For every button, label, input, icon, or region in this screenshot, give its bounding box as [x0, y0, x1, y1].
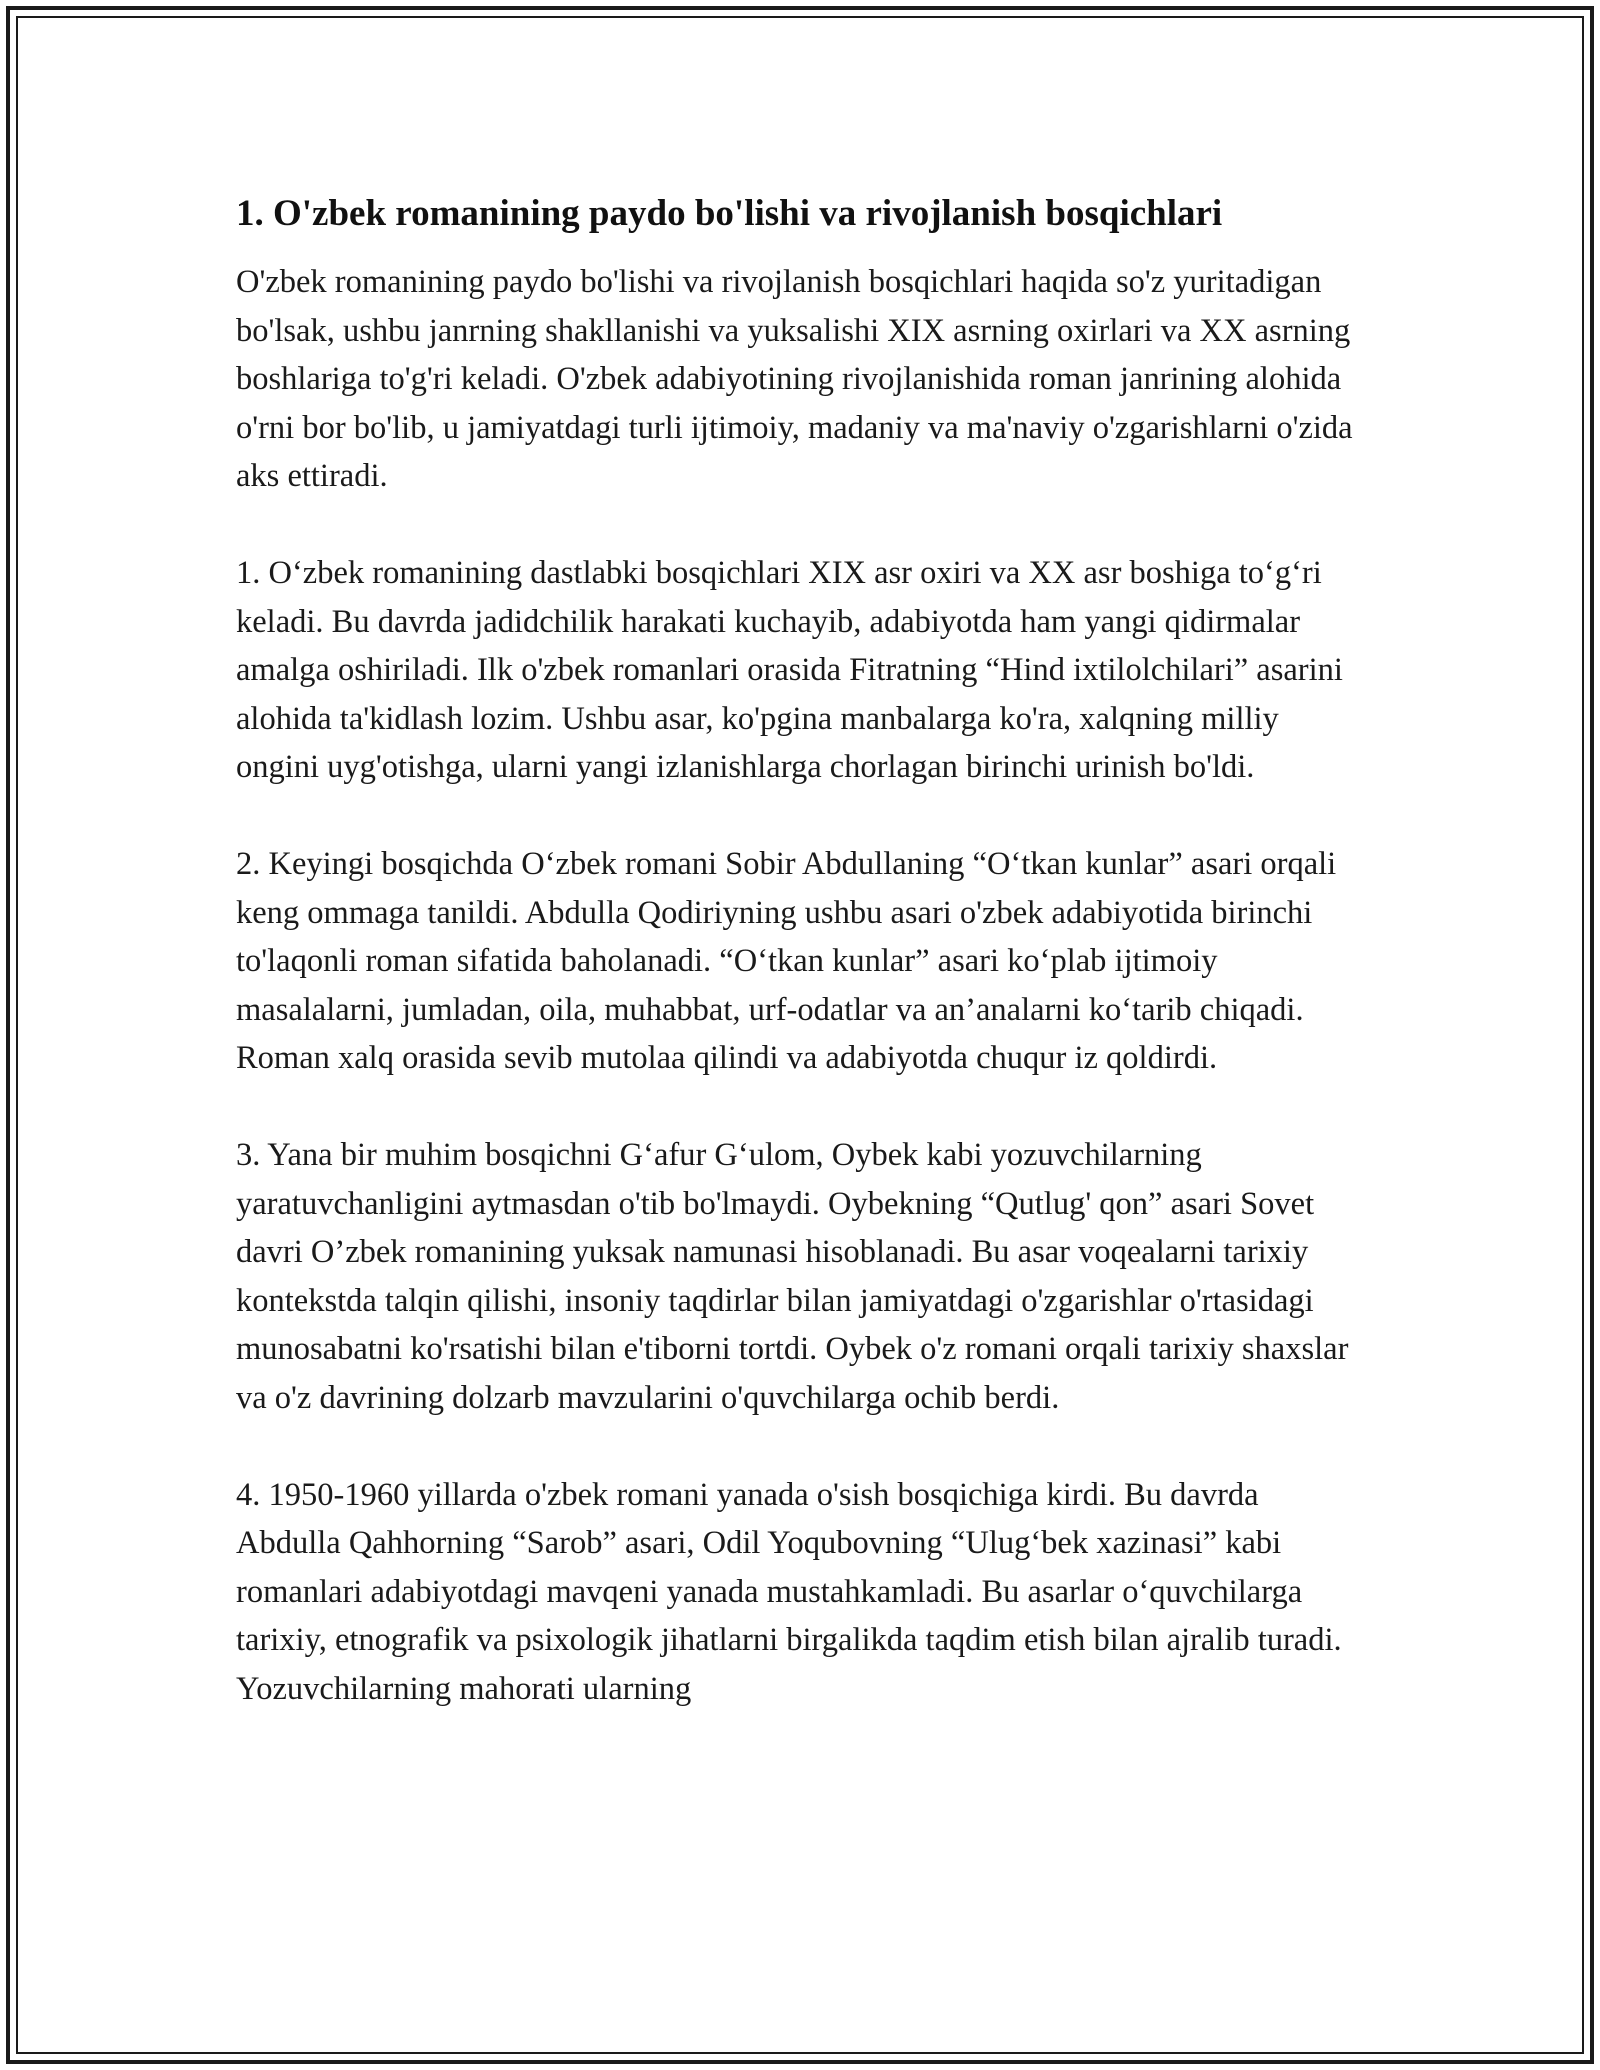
- document-body: [236, 190, 1366, 1713]
- intro-paragraph: O'zbek romanining paydo bo'lishi va rivojlanish bosqichlari haqida so'z yuritadigan bo'lsak, ushbu janrning shakllanishi va yuksalishi XIX asrning oxirlari va XX asrning boshlariga to'g'ri keladi. O'zbek adabiyotining rivojlanishida roman janrining alohida o'rni bor bo'lib, u jamiyatdagi turli ijtimoiy, madaniy va ma'naviy o'zgarishlarni o'zida aks ettiradi.: [236, 264, 1353, 494]
- paragraph-4: 4. 1950-1960 yillarda o'zbek romani yanada o'sish bosqichiga kirdi. Bu davrda Abdulla Qahhorning “Sarob” asari, Odil Yoqubovning “Ulug‘bek xazinasi” kabi romanlari adabiyotdagi mavqeni yanada mustahkamladi. Bu asarlar o‘quvchilarga tarixiy, etnografik va psixologik jihatlarni birgalikda taqdim etish bilan ajralib turadi. Yozuvchilarning mahorati ularning: [236, 1476, 1342, 1707]
- paragraph-1: 1. O‘zbek romanining dastlabki bosqichlari XIX asr oxiri va XX asr boshiga to‘g‘ri keladi. Bu davrda jadidchilik harakati kuchayib, adabiyotda ham yangi qidirmalar amalga oshiriladi. Ilk o'zbek romanlari orasida Fitratning “Hind ixtilolchilari” asarini alohida ta'kidlash lozim. Ushbu asar, ko'pgina manbalarga ko'ra, xalqning milliy ongini uyg'otishga, ularni yangi izlanishlarga chorlagan birinchi urinish bo'ldi.: [236, 555, 1343, 785]
- document-title: 1. O'zbek romanining paydo bo'lishi va rivojlanish bosqichlari: [236, 193, 1223, 234]
- paragraph-3: 3. Yana bir muhim bosqichni G‘afur G‘ulom, Oybek kabi yozuvchilarning yaratuvchanligini aytmasdan o'tib bo'lmaydi. Oybekning “Qutlug' qon” asari Sovet davri O’zbek romanining yuksak namunasi hisoblanadi. Bu asar voqealarni tarixiy kontekstda talqin qilishi, insoniy taqdirlar bilan jamiyatdagi o'zgarishlar o'rtasidagi munosabatni ko'rsatishi bilan e'tiborni tortdi. Oybek o'z romani orqali tarixiy shaxslar va o'z davrining dolzarb mavzularini o'quvchilarga ochib berdi.: [236, 1137, 1349, 1416]
- paragraph-2: 2. Keyingi bosqichda O‘zbek romani Sobir Abdullaning “O‘tkan kunlar” asari orqali keng ommaga tanildi. Abdulla Qodiriyning ushbu asari o'zbek adabiyotida birinchi to'laqonli roman sifatida baholanadi. “O‘tkan kunlar” asari ko‘plab ijtimoiy masalalarni, jumladan, oila, muhabbat, urf-odatlar va an’analarni ko‘tarib chiqadi. Roman xalq orasida sevib mutolaa qilindi va adabiyotda chuqur iz qoldirdi.: [236, 846, 1337, 1076]
